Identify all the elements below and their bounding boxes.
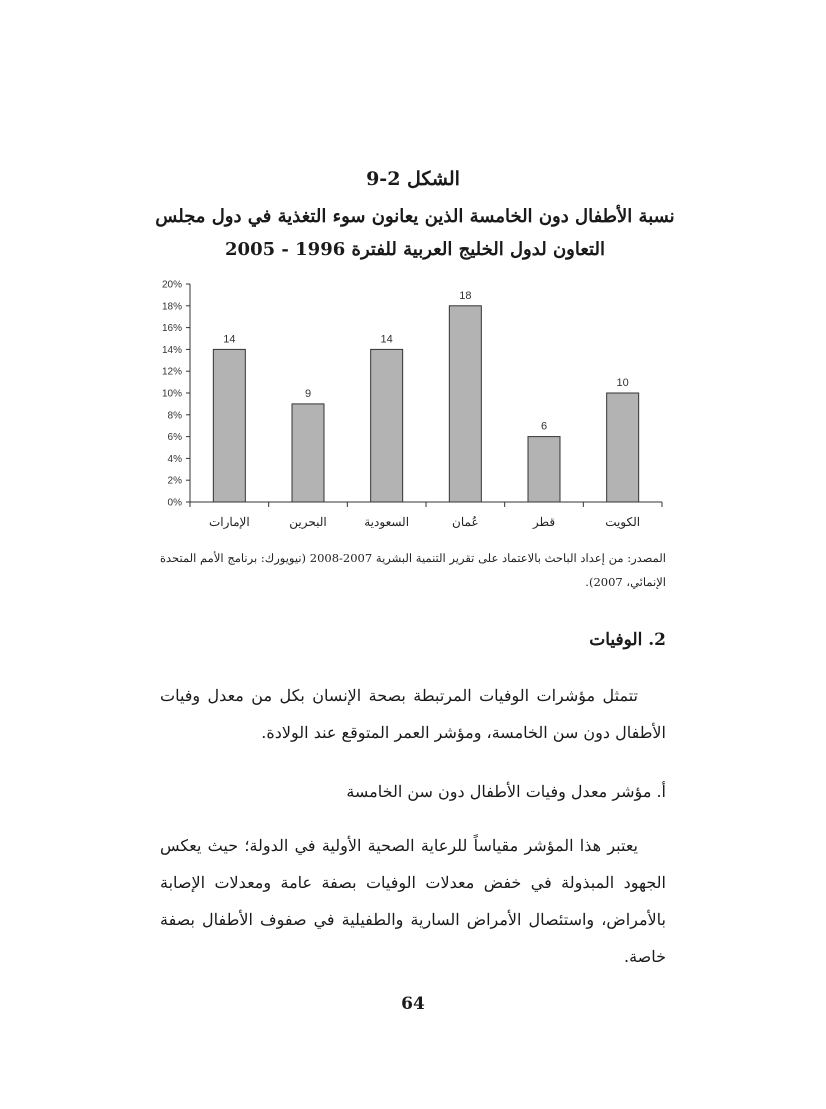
category-label: الكويت (605, 515, 641, 529)
y-axis (162, 280, 190, 509)
section-heading: 2. الوفيات (589, 630, 666, 650)
bar (528, 437, 560, 502)
y-tick-label: 10% (161, 388, 182, 400)
bar-data-label: 9 (304, 387, 312, 400)
x-axis (190, 502, 662, 530)
y-tick-label: 8% (167, 410, 182, 422)
bar-data-label: 14 (380, 333, 393, 346)
category-label: السعودية (364, 515, 410, 529)
category-label: الإمارات (208, 515, 250, 529)
y-tick-label: 0% (167, 497, 182, 509)
bar-data-label: 10 (616, 377, 629, 389)
bar (292, 404, 324, 502)
y-tick-label: 14% (161, 344, 182, 356)
bar (449, 306, 481, 502)
page-number: 64 (401, 994, 425, 1014)
bar-data-label: 6 (540, 420, 548, 433)
y-tick-label: 18% (161, 301, 182, 313)
bar (371, 349, 403, 502)
category-label: البحرين (289, 515, 327, 529)
bar-data-label: 18 (459, 289, 472, 302)
bar-chart (150, 276, 676, 536)
category-label: قطر (532, 515, 556, 529)
bar (213, 349, 245, 502)
y-tick-label: 4% (167, 453, 182, 465)
subsection-heading: أ. مؤشر معدل وفيات الأطفال دون سن الخامسة (346, 782, 666, 801)
section-intro-paragraph: تتمثل مؤشرات الوفيات المرتبطة بصحة الإنسان بكل من معدل وفيات الأطفال دون سن الخامسة، ومؤشر العمر المتوقع عند الولادة. (160, 686, 666, 742)
figure-label: الشكل 2-9 (366, 168, 460, 190)
figure-source: المصدر: من إعداد الباحث بالاعتماد على تقرير التنمية البشرية 2007-2008 (نيويورك: برنامج الأمم المتحدة الإنمائي، 2007). (160, 551, 666, 589)
bar (607, 393, 639, 502)
y-tick-label: 2% (167, 475, 182, 487)
figure-title: نسبة الأطفال دون الخامسة الذين يعانون سوء التغذية في دول مجلس التعاون لدول الخليج العربية للفترة 1996 - 2005 (155, 206, 675, 260)
y-tick-label: 6% (167, 432, 182, 444)
y-tick-label: 16% (161, 323, 182, 335)
category-label: عُمان (452, 515, 479, 529)
section-body-paragraph: يعتبر هذا المؤشر مقياساً للرعاية الصحية الأولية في الدولة؛ حيث يعكس الجهود المبذولة في خفض معدلات الوفيات بصفة عامة ومعدلات الإصابة بالأمراض، واستئصال الأمراض السارية والطفيلية في صفوف الأطفال بصفة خاصة. (160, 836, 667, 966)
y-tick-label: 12% (161, 366, 182, 378)
bar-data-label: 14 (223, 333, 236, 346)
y-tick-label: 20% (161, 279, 182, 291)
bars (213, 290, 638, 502)
